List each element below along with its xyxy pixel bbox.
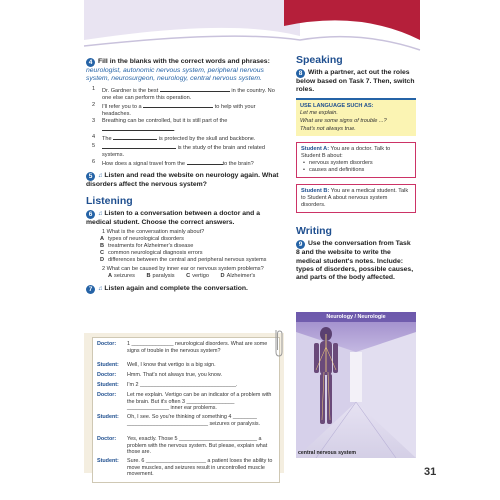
answer-option[interactable]: A types of neurological disorders	[100, 235, 184, 242]
answer-option[interactable]: C common neurological diagnosis errors	[100, 249, 203, 256]
question-2: 2 What can be caused by inner ear or nervous system problems?	[102, 265, 264, 272]
right-column	[296, 52, 416, 282]
role-bullet: • nervous system disorders	[309, 160, 411, 167]
student-a-role-card: Student A: You are a doctor. Talk to Student B about: • nervous system disorders • causes and definitions	[296, 142, 416, 178]
answer-options-row	[108, 273, 282, 280]
useful-language-box	[296, 98, 416, 136]
headphones-icon[interactable]: ♫	[98, 285, 103, 292]
answer-option[interactable]: D Alzheimer's	[220, 272, 256, 279]
listening-heading: Listening	[86, 194, 133, 207]
task-number-badge: 6	[86, 210, 95, 219]
top-decorative-band	[0, 0, 500, 58]
answer-option[interactable]: D differences between the central and peripheral nervous systems	[100, 256, 267, 263]
hospital-corridor-image	[296, 312, 416, 458]
useful-language-title: USE LANGUAGE SUCH AS:	[300, 103, 412, 109]
fill-blank-item: 2 I'll refer you to a to help with your headaches.	[92, 102, 256, 118]
task-7-instruction: 7 ♫ Listen again and complete the conversation.	[86, 285, 282, 294]
answer-option[interactable]: B paralysis	[146, 272, 175, 279]
page-number: 31	[424, 466, 437, 478]
answer-option[interactable]: B treatments for Alzheimer's disease	[100, 242, 194, 249]
role-bullet: • causes and definitions	[309, 167, 411, 174]
blank-line[interactable]	[187, 159, 223, 165]
left-column	[86, 58, 282, 294]
fill-blank-item: 5 is the study of the brain and related systems.	[92, 143, 265, 159]
fill-blank-item: 3 Breathing can be controlled, but it is still part of the .	[92, 118, 228, 134]
useful-phrase: What are some signs of trouble ...?	[300, 118, 387, 125]
blank-line[interactable]	[143, 102, 213, 108]
blank-line[interactable]	[102, 125, 174, 131]
photo-title-banner: Neurology / Neurologie	[296, 312, 416, 322]
blank-line[interactable]	[160, 86, 230, 92]
word-list: neurologist, autonomic nervous system, peripheral nervous system, neurosurgeon, neurology, central nervous system.	[86, 67, 264, 83]
speaking-heading: Speaking	[296, 54, 343, 66]
photo-caption: central nervous system	[298, 450, 356, 456]
task-4-instruction: 4 Fill in the blanks with the correct words and phrases: neurologist, autonomic nervous system, peripheral nervous system, neurosurgeon, neurology, central nervous system.	[86, 58, 270, 83]
writing-heading: Writing	[296, 225, 332, 238]
task-6-instruction: 6 ♫ Listen to a conversation between a doctor and a medical student. Choose the correct answers.	[86, 209, 260, 226]
task-number-badge: 7	[86, 285, 95, 294]
fill-blank-item: 4 The is protected by the skull and backbone.	[92, 134, 256, 143]
useful-phrase: Let me explain.	[300, 110, 338, 117]
headphones-icon[interactable]: ♫	[98, 210, 103, 217]
task-8-instruction: 8 With a partner, act out the roles below based on Task 7. Then, switch roles.	[296, 69, 415, 94]
task-number-badge: 9	[296, 240, 305, 249]
headphones-icon[interactable]: ♫	[98, 173, 103, 180]
blank-line[interactable]	[102, 143, 176, 149]
useful-phrase: That's not always true.	[300, 126, 356, 133]
answer-option[interactable]: A seizures	[108, 272, 135, 279]
task-number-badge: 8	[296, 69, 305, 78]
task-number-badge: 5	[86, 172, 95, 181]
answer-option[interactable]: C vertigo	[186, 272, 209, 279]
blank-line[interactable]	[113, 134, 157, 140]
paperclip-icon	[272, 328, 284, 358]
student-b-role-card: Student B: You are a medical student. Talk to Student A about nervous system disorders.	[296, 184, 416, 213]
conversation-card: Doctor: 1 ______________ neurological disorders. What are some signs of trouble in the nervous system? Student: Well, I know that vertigo is a big sign. Doctor: Hmm. That's not always true, you know. Student: I'm 2 ________________________________. Doctor: Let me explain. Vertigo can be an indicator of a problem with the brain. But it's often 3 ________________ ______________ inner ear problems. Student: Oh, I see. So you're thinking of something 4 ________ ___________________________ seizures or paralysis. Doctor: Yes, exactly. Those 5 __________________________ a problem with the nervous system. But please, explain what those are. Student: Sure. 6 ____________________ a patient loses the ability to move muscles, and seizures result in uncontrolled muscle movement.	[92, 337, 280, 483]
fill-blank-item: 6 How does a signal travel from the to the brain?	[92, 159, 254, 168]
question-1: 1 What is the conversation mainly about?	[102, 228, 205, 235]
fill-blank-item: 1 Dr. Gardner is the best in the country. No one else can perform this operation.	[92, 86, 275, 102]
task-5-instruction: 5 ♫ Listen and read the website on neurology again. What disorders affect the nervous system?	[86, 172, 279, 189]
task-number-badge: 4	[86, 58, 95, 67]
task-9-instruction: 9 Use the conversation from Task 8 and the website to write the medical student's notes. Include: types of disorders, possible causes, and parts of the body affected.	[296, 240, 414, 282]
